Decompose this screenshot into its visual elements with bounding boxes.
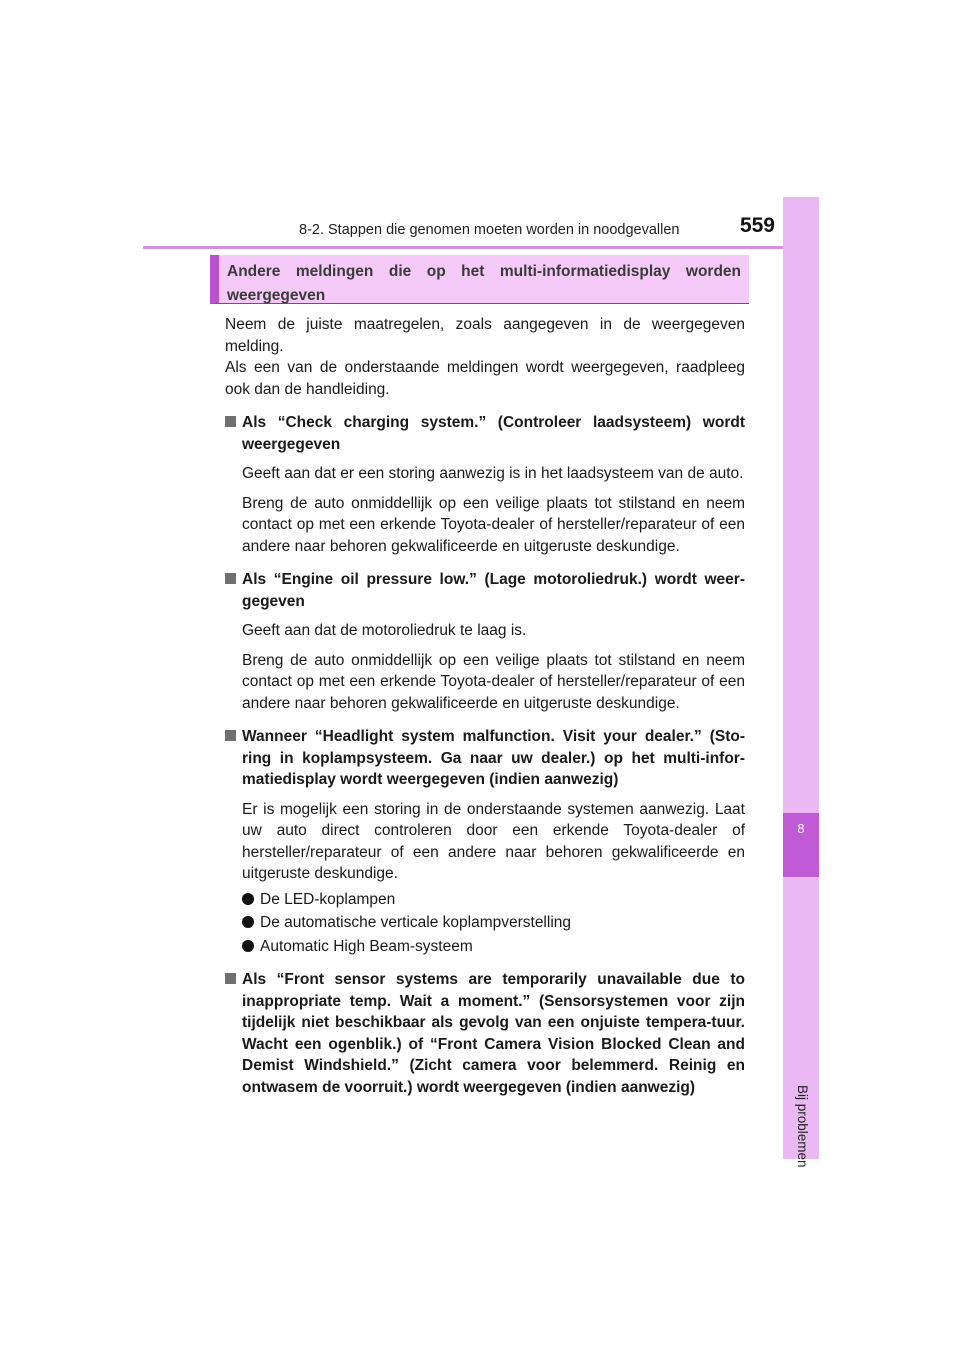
message-item: [225, 412, 745, 557]
round-bullet-icon: [242, 916, 254, 928]
square-bullet-icon: [225, 416, 236, 427]
message-item: [225, 969, 745, 1098]
content-body: [225, 314, 745, 1098]
intro-paragraph: Neem de juiste maatregelen, zoals aangegeven in de weergegeven melding.: [225, 316, 745, 355]
intro-paragraph: Als een van de onderstaande meldingen wordt weergegeven, raadpleeg ook dan de handleiding.: [225, 359, 745, 398]
square-bullet-icon: [225, 573, 236, 584]
section-title: Andere meldingen die op het multi-informatiedisplay worden weergegeven: [227, 263, 741, 304]
item-paragraph: Geeft aan dat de motoroliedruk te laag is.: [242, 622, 527, 639]
bullet-list: [242, 889, 745, 958]
item-heading: Als “Engine oil pressure low.” (Lage motoroliedruk.) wordt weer-gegeven: [242, 571, 745, 610]
list-item: [242, 889, 745, 911]
header-section-title: 8-2. Stappen die genomen moeten worden in noodgevallen: [299, 222, 680, 238]
chapter-side-tab[interactable]: [783, 197, 819, 1168]
item-paragraph: Breng de auto onmiddellijk op een veilige plaats tot stilstand en neem contact op met een erkende Toyota-dealer of hersteller/reparateur of een andere naar behoren gekwalificeerde en uitgeruste deskundige.: [242, 651, 745, 712]
list-item: [242, 936, 745, 958]
list-item-text: De automatische verticale koplampverstelling: [260, 914, 572, 931]
message-item: [225, 569, 745, 714]
item-heading: Wanneer “Headlight system malfunction. Visit your dealer.” (Sto-ring in koplampsysteem. Ga naar uw dealer.) op het multi-infor-matiedisplay wordt weergegeven (indien aanwezig): [242, 728, 745, 788]
chapter-number: 8: [797, 821, 805, 836]
item-heading: Als “Front sensor systems are temporarily unavailable due to inappropriate temp. Wait a moment.” (Sensorsystemen voor zijn tijdelijk niet beschikbaar als gevolg van een onjuiste tempera-tuur. Wacht een ogenblik.) of “Front Camera Vision Blocked Clean and Demist Windshield.” (Zicht camera voor belemmerd. Reinig en ontwasem de voorruit.) wordt weergegeven (indien aanwezig): [242, 971, 745, 1096]
square-bullet-icon: [225, 730, 236, 741]
section-heading-box: [210, 255, 749, 304]
square-bullet-icon: [225, 973, 236, 984]
item-paragraph: Breng de auto onmiddellijk op een veilige plaats tot stilstand en neem contact op met een erkende Toyota-dealer of hersteller/reparateur of een andere naar behoren gekwalificeerde en uitgeruste deskundige.: [242, 494, 745, 555]
list-item: [242, 912, 745, 934]
item-heading: Als “Check charging system.” (Controleer laadsysteem) wordt weergegeven: [242, 414, 745, 453]
message-item: [225, 726, 745, 957]
chapter-title: Bij problemen: [795, 1085, 810, 1168]
list-item-text: De LED-koplampen: [260, 890, 396, 908]
round-bullet-icon: [242, 940, 254, 952]
item-paragraph: Geeft aan dat er een storing aanwezig is in het laadsysteem van de auto.: [242, 465, 744, 482]
item-paragraph: Er is mogelijk een storing in de onderstaande systemen aanwezig. Laat uw auto direct controleren door een erkende Toyota-dealer of hersteller/reparateur of een andere naar behoren gekwalificeerde en uitgeruste deskundige.: [242, 800, 745, 882]
list-item-text: Automatic High Beam-systeem: [260, 937, 473, 955]
round-bullet-icon: [242, 893, 254, 905]
page-number: 559: [739, 214, 775, 237]
page-header: [143, 212, 819, 249]
